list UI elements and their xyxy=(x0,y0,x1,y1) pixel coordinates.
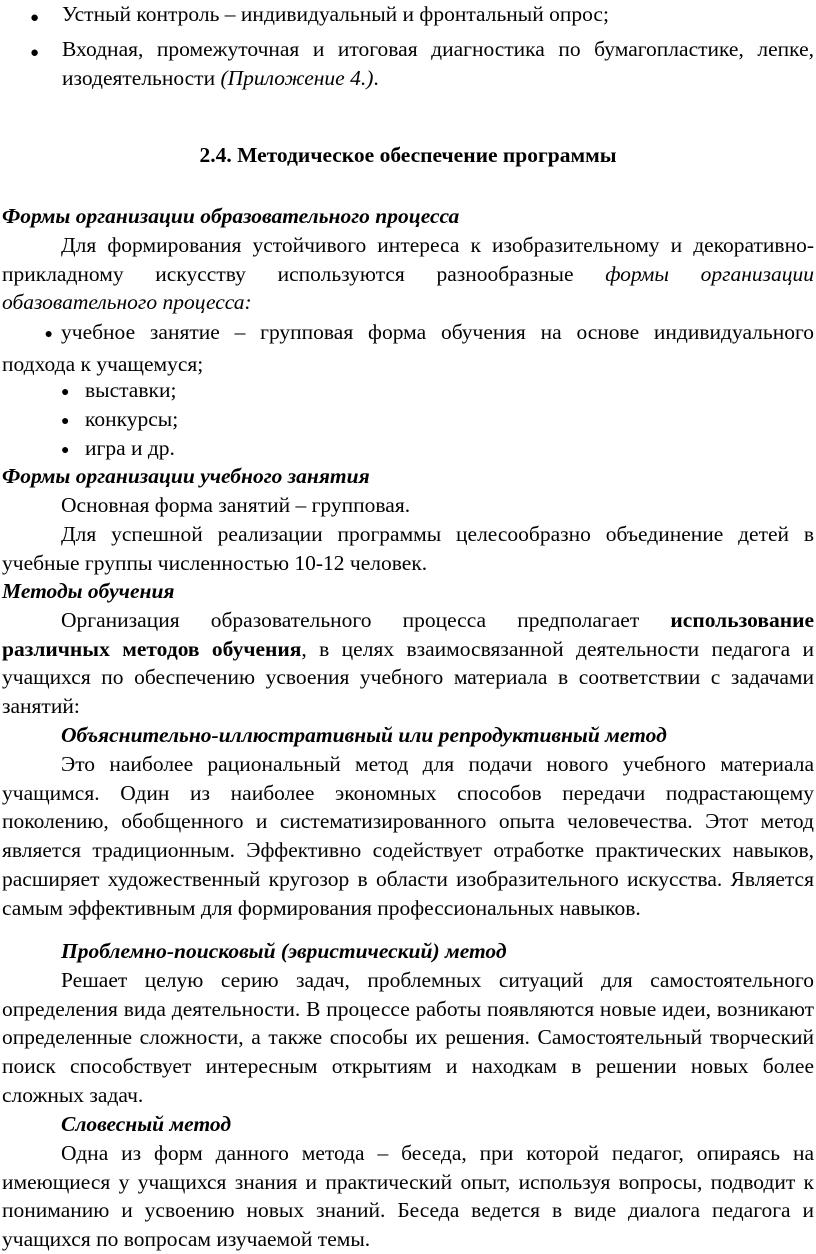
method-title: Объяснительно-иллюстративный или репродуктивный метод xyxy=(61,723,667,747)
paragraph: Решает целую серию задач, проблемных ситуаций для самостоятельного определения вида деятельности. В процессе работы появляются новые идеи, возникают определенные сложности, а также способы их решения. Самостоятельный творческий поиск способствует интересным открытиям и находкам в решении новых более сложных задач. xyxy=(2,968,814,1107)
section-title: 2.4. Методическое обеспечение программы xyxy=(199,143,617,167)
bullet-icon: ● xyxy=(30,10,40,26)
paragraph: Основная форма занятий – групповая. xyxy=(61,493,411,517)
method-title: Проблемно-поисковый (эвристический) метод xyxy=(61,939,507,963)
paragraph: Одна из форм данного метода – беседа, при которой педагог, опираясь на имеющиеся у учащихся знания и практический опыт, используя вопросы, подводит к пониманию и усвоению новых знаний. Беседа ведется в виде диалога педагога и учащихся по вопросам изучаемой темы. xyxy=(2,1141,814,1252)
list-item: ● выставки; xyxy=(61,376,176,408)
paragraph: Для успешной реализации программы целесообразно объединение детей в учебные группы численностью 10-12 человек. xyxy=(2,522,814,575)
heading-forms-process: Формы организации образовательного процесса xyxy=(2,204,460,228)
bullet-icon: ● xyxy=(30,45,40,61)
method-title: Словесный метод xyxy=(61,1112,232,1136)
bullet-icon: ● xyxy=(61,414,70,429)
top-list-item: Устный контроль – индивидуальный и фронтальный опрос; xyxy=(62,2,609,26)
list-item: ● учебное занятие – групповая форма обучения на основе индивидуального подхода к учащемуся; xyxy=(2,320,814,376)
bullet-icon: ● xyxy=(61,443,70,458)
paragraph-forms-intro: Для формирования устойчивого интереса к изобразительному и декоративно-прикладному искусству используются разнообразные формы организации обазовательного процесса: xyxy=(2,233,815,315)
heading-forms-lesson: Формы организации учебного занятия xyxy=(2,464,370,488)
heading-methods: Методы обучения xyxy=(2,579,175,603)
bullet-icon: ● xyxy=(61,385,70,400)
paragraph-methods-intro: Организация образовательного процесса предполагает использование различных методов обучения, в целях взаимосвязанной деятельности педагога и учащихся по обеспечению усвоения учебного материала в соответствии с задачами занятий: xyxy=(2,608,815,719)
bullet-icon: ● xyxy=(44,327,53,342)
list-item: ● игра и др. xyxy=(61,434,175,466)
top-list-item: Входная, промежуточная и итоговая диагностика по бумагопластике, лепке, изодеятельности (Приложение 4.). xyxy=(62,37,814,90)
appendix-reference: (Приложение 4.) xyxy=(220,65,374,90)
list-item: ● конкурсы; xyxy=(61,405,178,437)
paragraph: Это наиболее рациональный метод для подачи нового учебного материала учащимся. Один из наиболее экономных способов передачи подрастающему поколению, обобщенного и систематизированного опыта человечества. Этот метод является традиционным. Эффективно содействует отработке практических навыков, расширяет художественный кругозор в области изобразительного искусства. Является самым эффективным для формирования профессиональных навыков. xyxy=(2,752,814,920)
